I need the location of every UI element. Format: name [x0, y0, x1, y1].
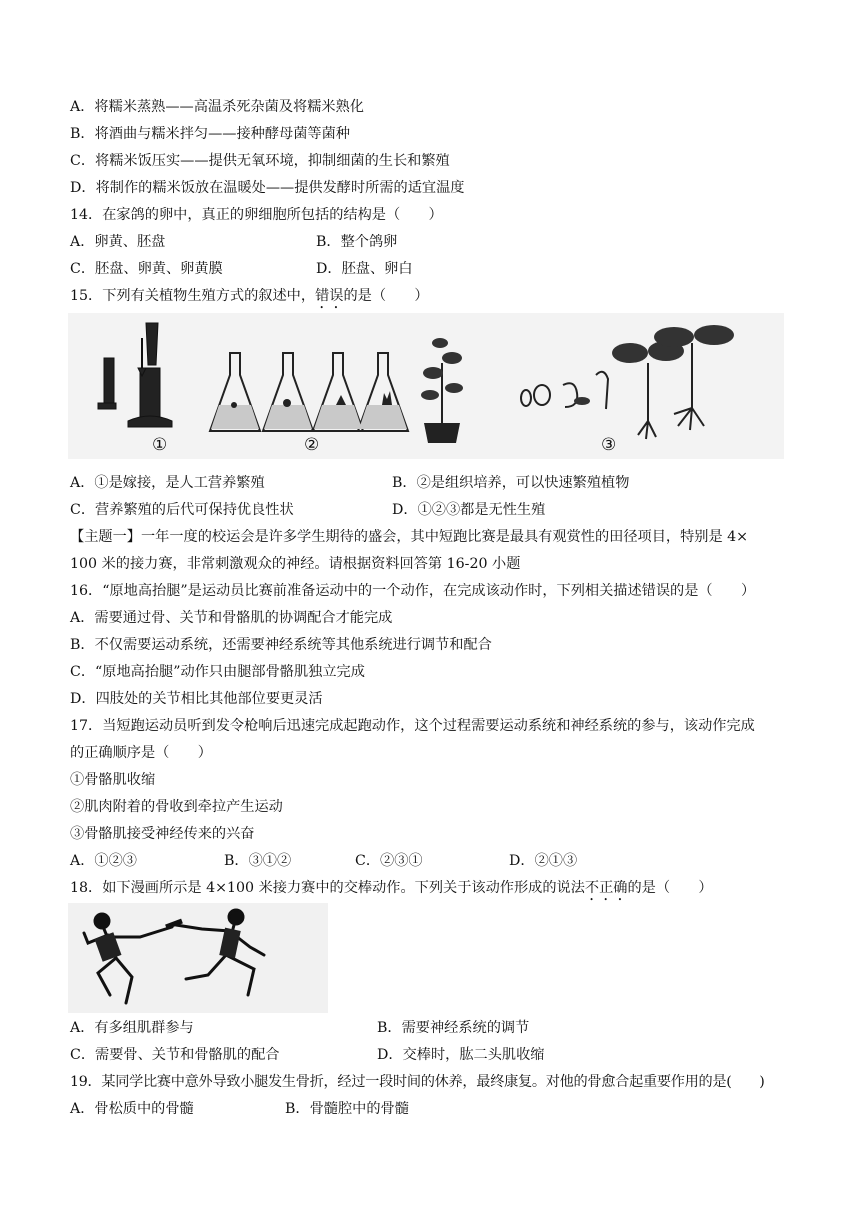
q18-figure — [68, 903, 328, 1013]
q17-option-a: A．①②③ — [70, 853, 137, 869]
q14-option-b: B．整个鸽卵 — [316, 234, 398, 250]
grafting-icon — [98, 323, 172, 427]
q15-option-d: D．①②③都是无性生殖 — [392, 502, 546, 518]
theme1-line2: 100 米的接力赛，非常刺激观众的神经。请根据资料回答第 16-20 小题 — [70, 556, 521, 572]
q17-option-d: D．②①③ — [509, 853, 578, 869]
q13-option-c: C．将糯米饭压实——提供无氧环境，抑制细菌的生长和繁殖 — [70, 153, 450, 169]
q17-option-b: B．③①② — [224, 853, 292, 869]
q18-option-b: B．需要神经系统的调节 — [377, 1020, 530, 1036]
figure-label-1: ① — [152, 435, 168, 455]
q13-option-b: B．将酒曲与糯米拌匀——接种酵母菌等菌种 — [70, 126, 350, 142]
q17-option-c: C．②③① — [355, 853, 423, 869]
q14-option-d: D．胚盘、卵白 — [316, 261, 413, 277]
q16-option-a: A．需要通过骨、关节和骨骼肌的协调配合才能完成 — [70, 610, 393, 626]
q15-option-c: C．营养繁殖的后代可保持优良性状 — [70, 502, 294, 518]
q17-item-3: ③骨骼肌接受神经传来的兴奋 — [70, 826, 255, 842]
q16-stem: 16．“原地高抬腿”是运动员比赛前准备运动中的一个动作，在完成该动作时，下列相关描述错误的是（ ） — [70, 583, 756, 599]
figure-label-3: ③ — [601, 435, 617, 455]
q18-emphasis: 不正确 — [584, 880, 628, 896]
q16-option-c: C．“原地高抬腿”动作只由腿部骨骼肌独立完成 — [70, 664, 365, 680]
q14-option-c: C．胚盘、卵黄、卵黄膜 — [70, 261, 223, 277]
q15-emphasis: 错误 — [315, 288, 344, 304]
q15-option-a: A．①是嫁接，是人工营养繁殖 — [70, 475, 265, 491]
q15-option-b: B．②是组织培养，可以快速繁殖植物 — [392, 475, 630, 491]
q14-stem: 14．在家鸽的卵中，真正的卵细胞所包括的结构是（ ） — [70, 207, 443, 223]
figure-label-2: ② — [304, 435, 320, 455]
q13-option-a: A．将糯米蒸熟——高温杀死杂菌及将糯米熟化 — [70, 99, 364, 115]
q15-figure — [68, 313, 784, 459]
q18-option-a: A．有多组肌群参与 — [70, 1020, 194, 1036]
q19-option-b: B．骨髓腔中的骨髓 — [285, 1101, 409, 1117]
q13-option-d: D．将制作的糯米饭放在温暖处——提供发酵时所需的适宜温度 — [70, 180, 465, 196]
plant-reproduction-illustration — [68, 313, 784, 459]
q14-option-a: A．卵黄、胚盘 — [70, 234, 166, 250]
relay-baton-illustration — [68, 903, 328, 1013]
theme1-line1: 【主题一】一年一度的校运会是许多学生期待的盛会，其中短跑比赛是最具有观赏性的田径项目，特别是 4× — [70, 529, 749, 545]
potted-plant-icon — [421, 338, 463, 443]
q15-stem: 15．下列有关植物生殖方式的叙述中，错误的是（ ） — [70, 288, 429, 304]
q16-option-b: B．不仅需要运动系统，还需要神经系统等其他系统进行调节和配合 — [70, 637, 492, 653]
q17-stem-line1: 17．当短跑运动员听到发令枪响后迅速完成起跑动作，这个过程需要运动系统和神经系统的参与，该动作完成 — [70, 718, 755, 734]
q19-option-a: A．骨松质中的骨髓 — [70, 1101, 194, 1117]
q17-item-1: ①骨骼肌收缩 — [70, 772, 156, 788]
q18-option-c: C．需要骨、关节和骨骼肌的配合 — [70, 1047, 280, 1063]
q17-item-2: ②肌肉附着的骨收到牵拉产生运动 — [70, 799, 283, 815]
q18-option-d: D．交棒时，肱二头肌收缩 — [377, 1047, 545, 1063]
q18-stem: 18．如下漫画所示是 4×100 米接力赛中的交棒动作。下列关于该动作形成的说法不正确的是（ ） — [70, 880, 713, 896]
runner-left-icon — [84, 914, 172, 1003]
q16-option-d: D．四肢处的关节相比其他部位要更灵活 — [70, 691, 323, 707]
q17-stem-line2: 的正确顺序是（ ） — [70, 745, 212, 761]
q19-stem: 19．某同学比赛中意外导致小腿发生骨折，经过一段时间的休养，最终康复。对他的骨愈合起重要作用的是( ) — [70, 1074, 765, 1090]
